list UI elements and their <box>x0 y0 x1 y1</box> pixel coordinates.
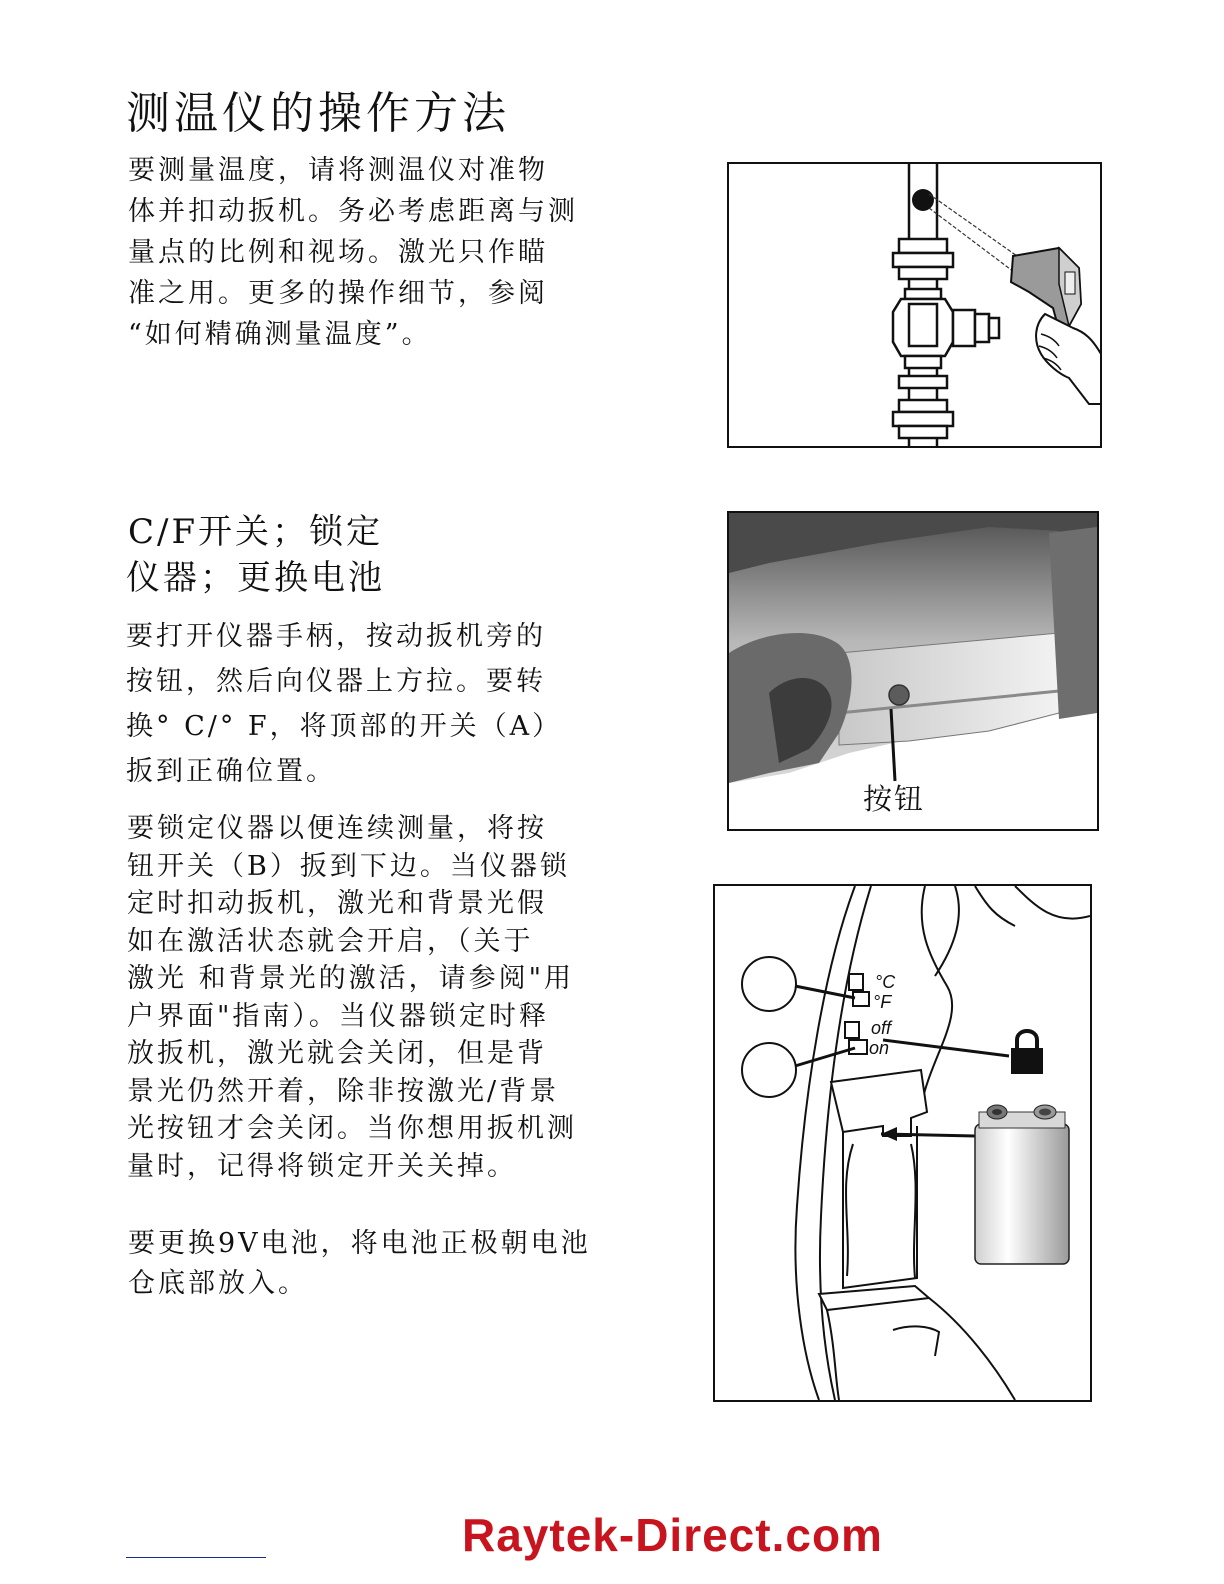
thermometer-gun <box>1011 248 1100 404</box>
target-spot <box>912 189 934 211</box>
callout-b <box>742 1043 796 1097</box>
section-title-cf-switch-line2: 仪器；更换电池 <box>126 558 385 598</box>
section-title-cf-switch-line1: C/F开关；锁定 <box>128 512 384 552</box>
switch-label-off: off <box>871 1018 892 1038</box>
switch-label-fahrenheit: °F <box>873 992 892 1012</box>
aiming-illustration <box>729 164 1100 446</box>
footer-rule <box>126 1557 266 1558</box>
switch-battery-diagram <box>715 886 1090 1400</box>
switch-label-on: on <box>869 1038 890 1058</box>
open-handle-paragraph: 要打开仪器手柄，按动扳机旁的 按钮，然后向仪器上方拉。要转 换° C/° F，将顶部的开关（A） 扳到正确位置。 <box>126 621 563 787</box>
battery-9v-illustration <box>975 1105 1069 1264</box>
button-label: 按钮 <box>863 782 926 816</box>
lock-paragraph: 要锁定仪器以便连续测量，将按 钮开关（B）扳到下边。当仪器锁 定时扣动扳机，激光和背景光假 如在激活状态就会开启，（关于 激光 和背景光的激活，请参阅"用 户界面"指南）。当仪器锁定时释 放扳机，激光就会关闭，但是背 景光仍然开着，除非按激光/背景 光按钮才会关闭。当你想用扳机测 量时，记得将锁定开关关掉。 <box>127 813 577 1182</box>
figure-switch-battery <box>713 884 1092 1402</box>
release-button <box>889 685 909 705</box>
operation-paragraph: 要测量温度，请将测温仪对准物 体并扣动扳机。务必考虑距离与测 量点的比例和视场。激光只作瞄 准之用。更多的操作细节，参阅 “如何精确测量温度”。 <box>128 155 578 350</box>
battery-paragraph: 要更换9V电池，将电池正极朝电池 仓底部放入。 <box>128 1228 591 1299</box>
footer-site-link[interactable]: Raytek-Direct.com <box>462 1509 883 1561</box>
lock-icon <box>1011 1031 1043 1074</box>
figure-aiming-thermometer <box>727 162 1102 448</box>
figure-handle-button <box>727 511 1099 831</box>
callout-a <box>742 957 796 1011</box>
switch-label-celsius: °C <box>875 972 896 992</box>
section-title-operation: 测温仪的操作方法 <box>126 88 510 139</box>
